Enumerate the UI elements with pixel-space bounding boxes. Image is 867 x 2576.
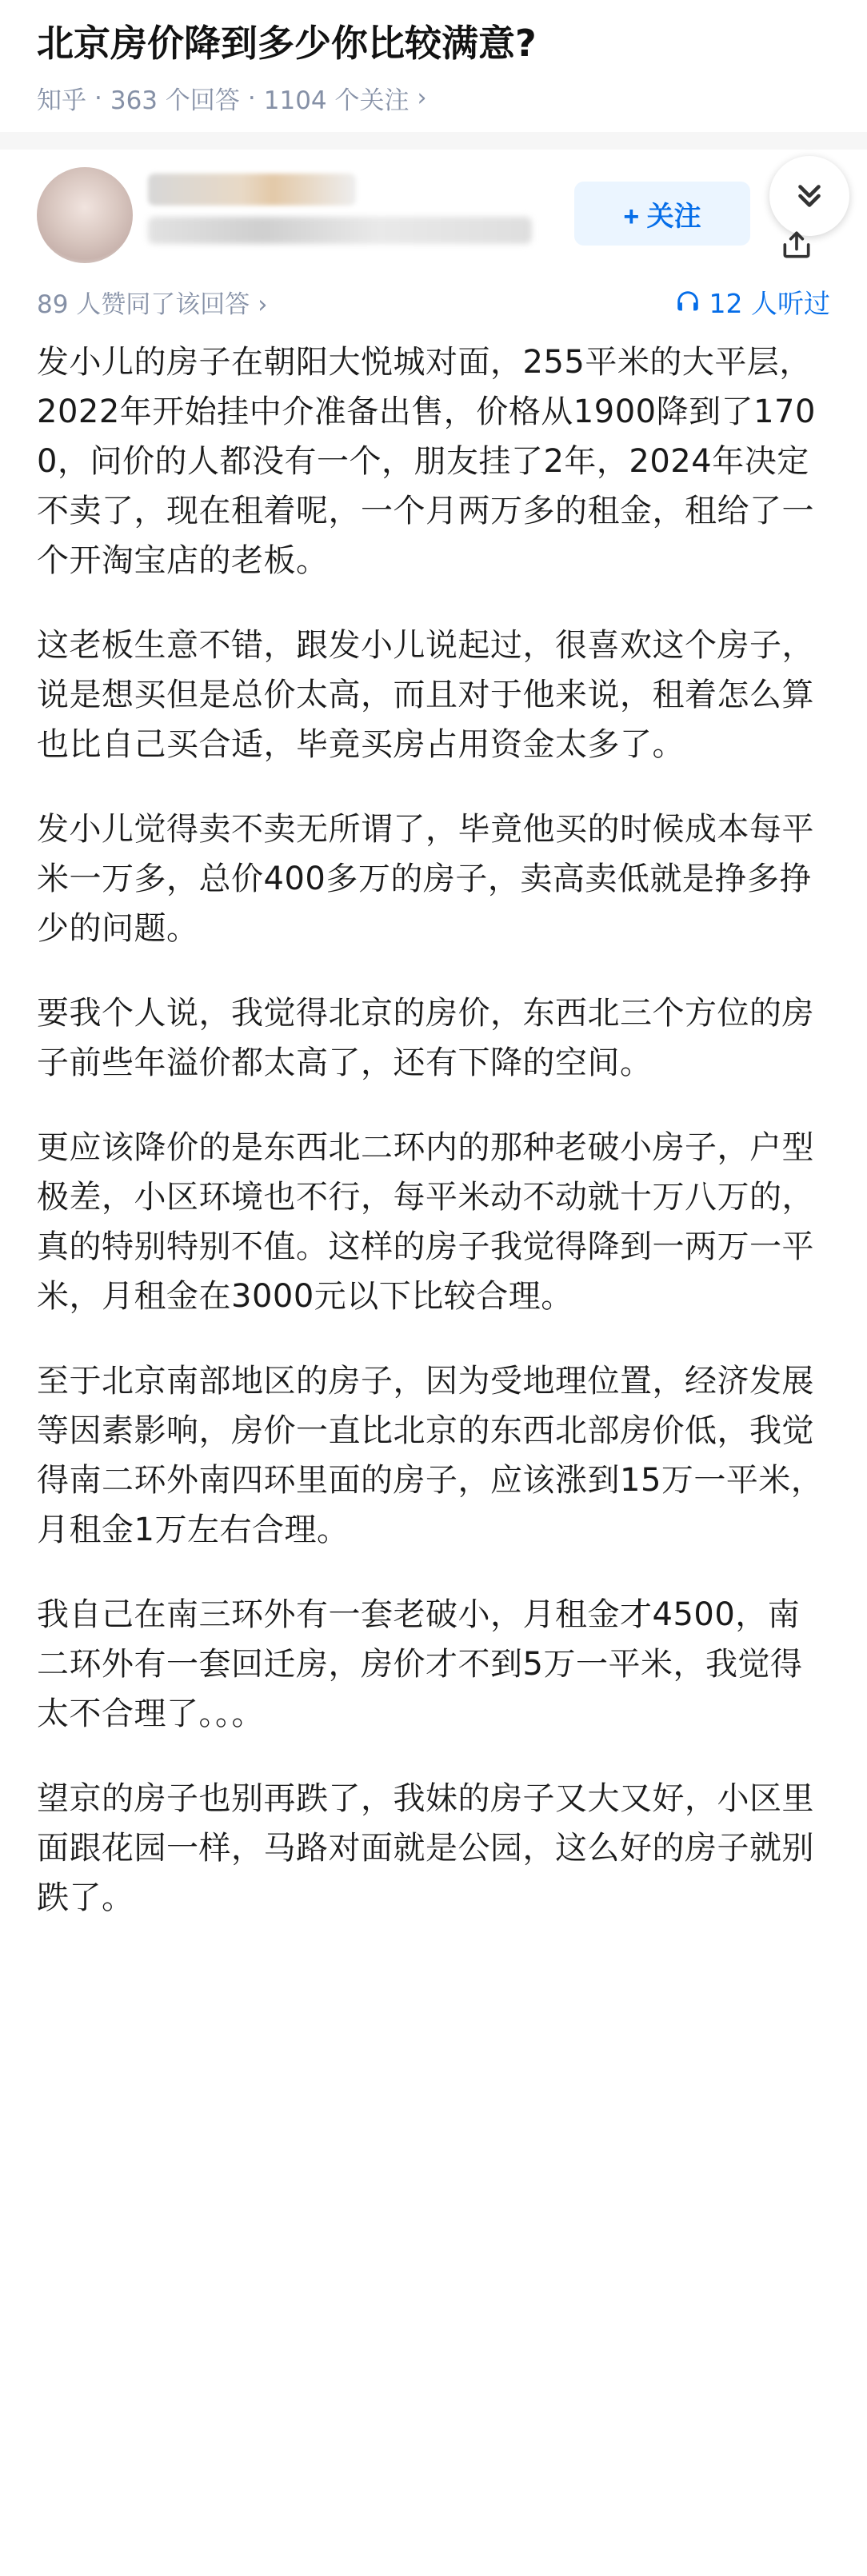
- follow-button[interactable]: + 关注: [574, 182, 750, 246]
- source-label: 知乎: [37, 86, 86, 115]
- answer-paragraph: 我自己在南三环外有一套老破小，月租金才4500，南二环外有一套回迁房，房价才不到5万一平米，我觉得太不合理了。。。: [37, 1596, 803, 1732]
- answer-paragraph: 要我个人说，我觉得北京的房价，东西北三个方位的房子前些年溢价都太高了，还有下降的空间。: [37, 995, 814, 1081]
- answer-count: 363 个回答: [110, 86, 240, 115]
- chevrons-down-icon[interactable]: [769, 156, 849, 236]
- follow-count: 1104 个关注: [263, 86, 410, 115]
- answer-paragraph: 这老板生意不错，跟发小儿说起过，很喜欢这个房子，说是想买但是总价太高，而且对于他来说，租着怎么算也比自己买合适，毕竟买房占用资金太多了。: [37, 627, 814, 763]
- answer-paragraph: 望京的房子也别再跌了，我妹的房子又大又好，小区里面跟花园一样，马路对面就是公园，这么好的房子就别跌了。: [37, 1780, 814, 1916]
- section-divider: [0, 132, 867, 150]
- author-name-blurred[interactable]: [148, 174, 356, 206]
- answer-paragraph: 发小儿觉得卖不卖无所谓了，毕竟他买的时候成本每平米一万多，总价400多万的房子，卖高卖低就是挣多挣少的问题。: [37, 811, 814, 947]
- agree-count[interactable]: 89 人赞同了该回答 ›: [37, 290, 268, 319]
- answer-paragraph: 发小儿的房子在朝阳大悦城对面，255平米的大平层，2022年开始挂中介准备出售，价格从1900降到了1700，问价的人都没有一个，朋友挂了2年，2024年决定不卖了，现在租着呢，一个月两万多的租金，租给了一个开淘宝店的老板。: [37, 344, 816, 579]
- answer-stats: [0, 274, 867, 329]
- question-title[interactable]: 北京房价降到多少你比较满意?: [37, 22, 537, 65]
- answer-paragraph: 更应该降价的是东西北二环内的那种老破小房子，户型极差，小区环境也不行，每平米动不动就十万八万的，真的特别特别不值。这样的房子我觉得降到一两万一平米，月租金在3000元以下比较合理。: [37, 1129, 814, 1315]
- listen-count: 12 人听过: [709, 287, 830, 319]
- question-header: [0, 0, 867, 132]
- share-icon[interactable]: [777, 226, 816, 264]
- meta-separator: ·: [94, 83, 102, 113]
- meta-separator: ·: [247, 83, 256, 113]
- answer-paragraph: 至于北京南部地区的房子，因为受地理位置，经济发展等因素影响，房价一直比北京的东西北部房价低，我觉得南二环外南四环里面的房子，应该涨到15万一平米，月租金1万左右合理。: [37, 1363, 824, 1548]
- avatar[interactable]: [37, 167, 133, 263]
- headphones-icon: [674, 288, 701, 315]
- answer-content: [0, 329, 867, 1923]
- question-meta[interactable]: [37, 80, 830, 116]
- author-bio-blurred: [148, 217, 532, 244]
- author-row: [0, 150, 867, 250]
- chevron-right-icon: ›: [417, 84, 427, 112]
- listen-button[interactable]: [674, 283, 830, 321]
